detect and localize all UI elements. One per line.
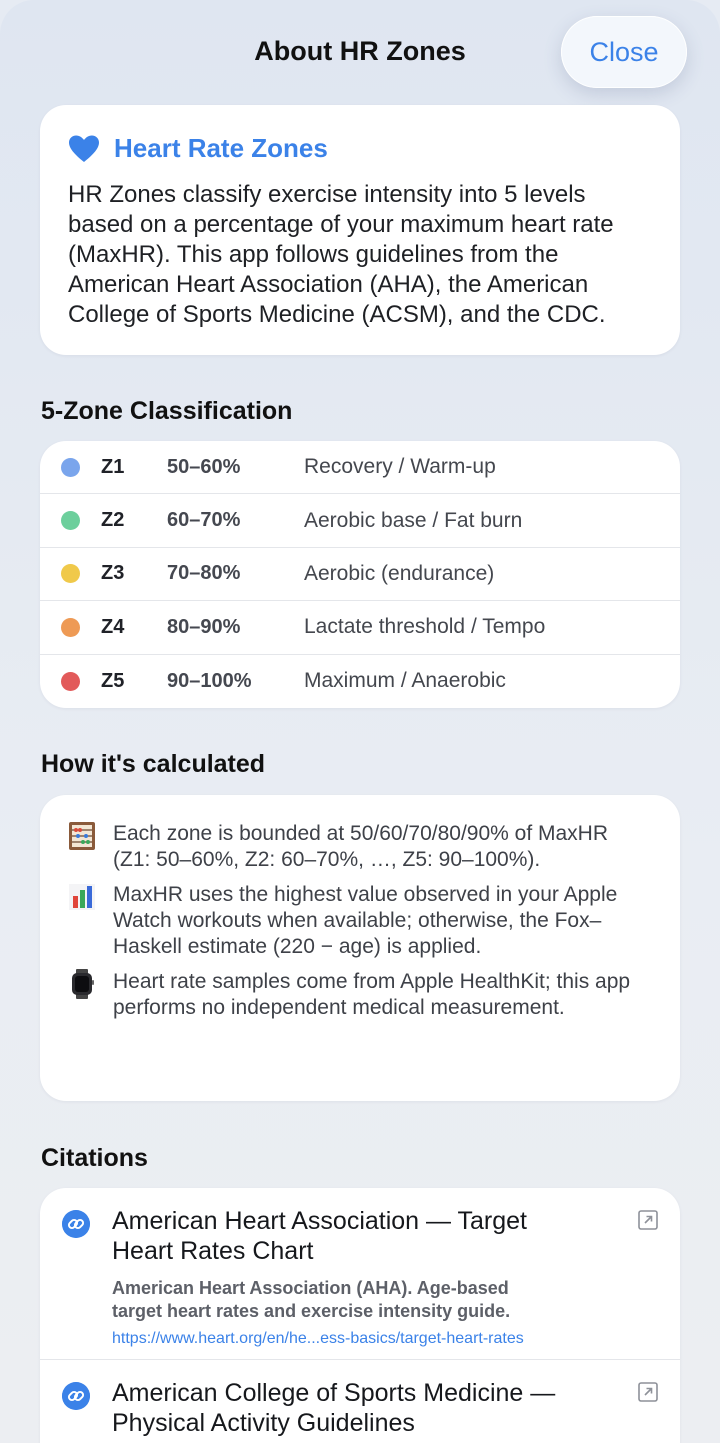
zone-color-dot (61, 564, 80, 583)
citations-list (40, 1188, 680, 1443)
calc-item (68, 882, 652, 960)
zone-id: Z4 (101, 615, 125, 638)
citation-subtitle: American Heart Association (AHA). Age-based target heart rates and exercise intensity guide. (112, 1278, 511, 1321)
zone-range: 50–60% (167, 455, 241, 478)
calc-item (68, 821, 652, 873)
zone-row (40, 548, 680, 601)
intro-body: HR Zones classify exercise intensity into 5 levels based on a percentage of your maximum heart rate (MaxHR). This app follows guidelines from the American Heart Association (AHA), the American College of Sports Medicine (ACSM), and the CDC. (68, 181, 614, 328)
close-button[interactable]: Close (561, 16, 687, 88)
zone-row (40, 655, 680, 708)
zone-id: Z1 (101, 455, 125, 478)
zone-range: 60–70% (167, 509, 241, 532)
external-link-icon[interactable] (638, 1382, 658, 1402)
zone-id: Z5 (101, 669, 125, 692)
zone-range: 70–80% (167, 562, 241, 585)
watch-icon (68, 969, 96, 999)
zone-description: Recovery / Warm-up (304, 455, 496, 479)
zone-id: Z3 (101, 562, 125, 585)
zone-color-dot (61, 672, 80, 691)
calc-item-text: Each zone is bounded at 50/60/70/80/90% of MaxHR (Z1: 50–60%, Z2: 60–70%, …, Z5: 90–100%). (113, 822, 608, 871)
zone-row (40, 601, 680, 654)
zone-color-dot (61, 511, 80, 530)
zone-row (40, 441, 680, 494)
calc-item (68, 969, 652, 1021)
external-link-icon[interactable] (638, 1210, 658, 1230)
zone-description: Aerobic base / Fat burn (304, 508, 523, 532)
calc-item-text: Heart rate samples come from Apple HealthKit; this app performs no independent medical measurement. (113, 970, 631, 1019)
zone-color-dot (61, 458, 80, 477)
zone-description: Lactate threshold / Tempo (304, 615, 546, 639)
zone-row (40, 494, 680, 547)
citation-item[interactable] (40, 1360, 680, 1438)
intro-header (68, 133, 652, 164)
zone-description: Aerobic (endurance) (304, 561, 495, 585)
zones-table (40, 441, 680, 708)
sheet-title: About HR Zones (254, 36, 466, 66)
intro-title: Heart Rate Zones (114, 133, 328, 163)
abacus-icon (68, 821, 96, 851)
zone-description: Maximum / Anaerobic (304, 669, 506, 693)
bar-chart-icon (68, 882, 96, 912)
citations-section-title: Citations (41, 1144, 148, 1172)
calc-card (40, 795, 680, 1101)
zones-section-title: 5-Zone Classification (41, 397, 293, 425)
zone-color-dot (61, 618, 80, 637)
link-icon (62, 1210, 90, 1238)
citation-title: American College of Sports Medicine — Physical Activity Guidelines (112, 1379, 556, 1437)
link-icon (62, 1382, 90, 1410)
calc-section-title: How it's calculated (41, 750, 266, 778)
intro-card (40, 105, 680, 355)
zone-range: 80–90% (167, 615, 241, 638)
calc-item-text: MaxHR uses the highest value observed in your Apple Watch workouts when available; otherwise, the Fox–Haskell estimate (220 − age) is applied. (113, 883, 618, 958)
citation-url[interactable]: https://www.heart.org/en/he...ess-basics/target-heart-rates (112, 1330, 524, 1347)
citation-title: American Heart Association — Target Heart Rates Chart (112, 1207, 528, 1265)
heart-icon (68, 134, 100, 164)
zone-id: Z2 (101, 509, 125, 532)
citation-item[interactable] (40, 1188, 680, 1360)
zone-range: 90–100% (167, 669, 252, 692)
